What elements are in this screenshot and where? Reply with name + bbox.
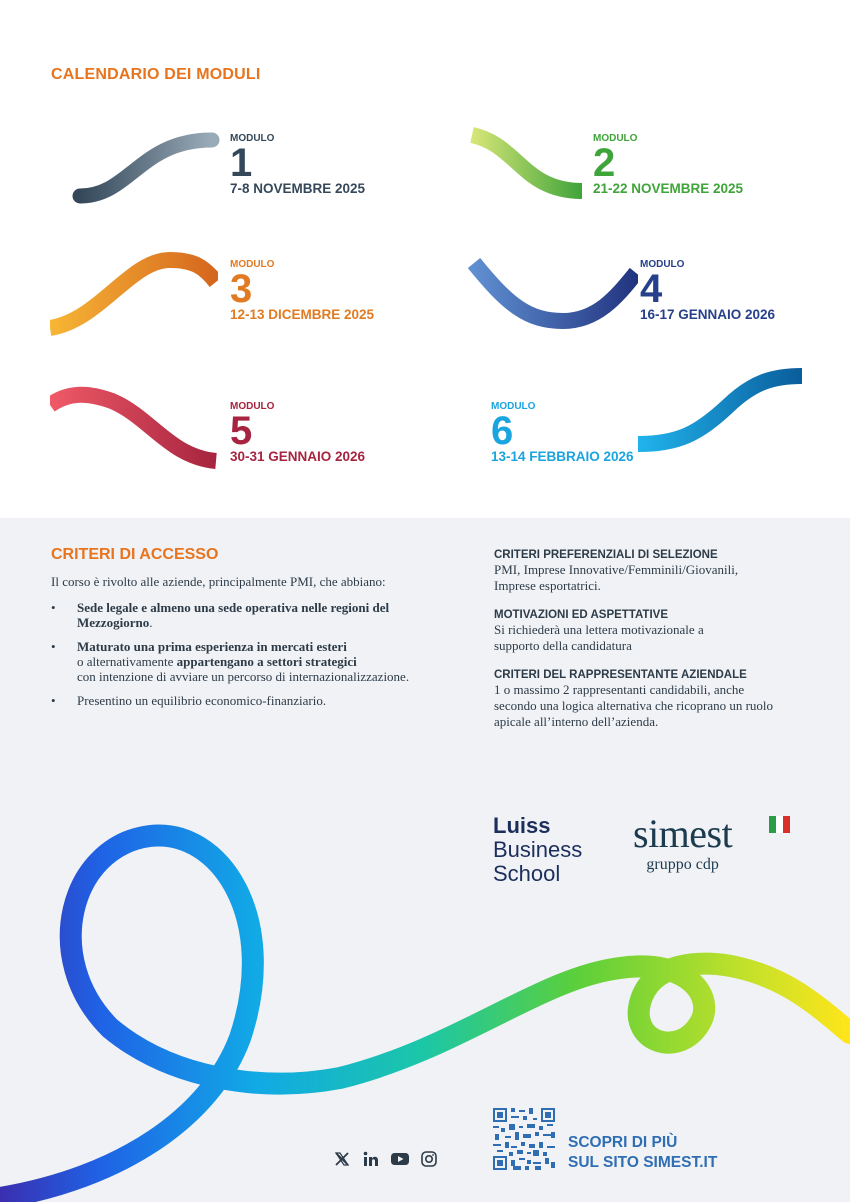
module-1-label: MODULO [230,133,275,144]
simest-logo-name: simest [633,811,733,856]
module-1-number: 1 [230,141,253,185]
preferential-body: PMI, Imprese Innovative/Femminili/Giovanili, Imprese esportatrici. [494,562,739,593]
bullet-2-mid: o alternativamente [77,654,174,669]
access-list [51,600,451,708]
bullet-2-bold-1: Maturato una prima esperienza in mercati esteri [77,639,347,654]
module-5 [230,401,365,465]
module-2-wave [468,125,586,205]
access-title: CRITERI DI ACCESSO [51,546,219,563]
qr-code-icon[interactable] [493,1108,555,1170]
module-5-wave [50,385,218,475]
module-2-label: MODULO [593,133,638,144]
simest-logo [633,811,733,874]
module-1-wave [70,128,220,210]
calendar-section [0,0,850,518]
list-item [51,600,451,630]
calendar-title: CALENDARIO DEI MODULI [51,66,261,83]
module-6-number: 6 [491,409,514,453]
representative-title: CRITERI DEL RAPPRESENTANTE AZIENDALE [494,669,747,681]
youtube-icon[interactable] [391,1150,409,1168]
module-2 [593,133,743,197]
cta-line-2: SUL SITO SIMEST.IT [568,1154,718,1171]
list-item [51,639,451,684]
module-5-number: 5 [230,409,253,453]
access-intro: Il corso è rivolto alle aziende, principalmente PMI, che abbiano: [51,574,386,589]
instagram-icon[interactable] [420,1150,438,1168]
bullet-3: Presentino un equilibrio economico-finanziario. [77,693,327,708]
module-1 [230,133,365,197]
module-4-label: MODULO [640,259,685,270]
x-icon[interactable] [333,1150,351,1168]
selection-criteria [494,548,814,744]
bullet-2-bold-2: appartengano a settori strategici [176,654,357,669]
module-2-number: 2 [593,141,616,185]
module-6-wave [638,366,808,460]
module-2-date: 21-22 NOVEMBRE 2025 [593,181,744,196]
linkedin-icon[interactable] [362,1150,380,1168]
module-3-label: MODULO [230,259,275,270]
module-3-date: 12-13 DICEMBRE 2025 [230,307,375,322]
luiss-logo-line-1: Luiss [493,813,551,838]
cta-link[interactable] [568,1133,717,1173]
module-3-number: 3 [230,267,253,311]
bullet-2-end: con intenzione di avviare un percorso di internazionalizzazione. [77,669,410,684]
info-section [0,518,850,1202]
luiss-logo [493,814,582,886]
representative-body: 1 o massimo 2 rappresentanti candidabili, anche secondo una logica alternativa che ricoprano un ruolo apicale all’interno dell’azienda. [494,682,774,729]
preferential-title: CRITERI PREFERENZIALI DI SELEZIONE [494,549,718,561]
module-3-wave [50,248,218,340]
motivation-title: MOTIVAZIONI ED ASPETTATIVE [494,609,668,621]
cta-line-1: SCOPRI DI PIÙ [568,1134,678,1151]
module-6-label: MODULO [491,401,536,412]
bullet-1-end: . [149,615,153,630]
module-4-wave [468,255,638,335]
luiss-logo-line-3: School [493,861,561,886]
module-3 [230,259,374,323]
list-item [51,693,451,708]
module-4-number: 4 [640,267,663,311]
italy-flag-icon [769,816,790,833]
module-6 [491,401,634,465]
module-4-date: 16-17 GENNAIO 2026 [640,307,776,322]
module-1-date: 7-8 NOVEMBRE 2025 [230,181,366,196]
module-5-label: MODULO [230,401,275,412]
module-5-date: 30-31 GENNAIO 2026 [230,449,366,464]
access-criteria [51,546,451,717]
bullet-1-bold: Sede legale e almeno una sede operativa nelle regioni del Mezzogiorno [77,600,390,630]
social-links [333,1150,449,1168]
module-4 [640,259,775,323]
motivation-body: Si richiederà una lettera motivazionale a supporto della candidatura [494,622,704,653]
module-6-date: 13-14 FEBBRAIO 2026 [491,449,634,464]
simest-logo-sub: gruppo cdp [646,856,719,873]
luiss-logo-line-2: Business [493,837,583,862]
